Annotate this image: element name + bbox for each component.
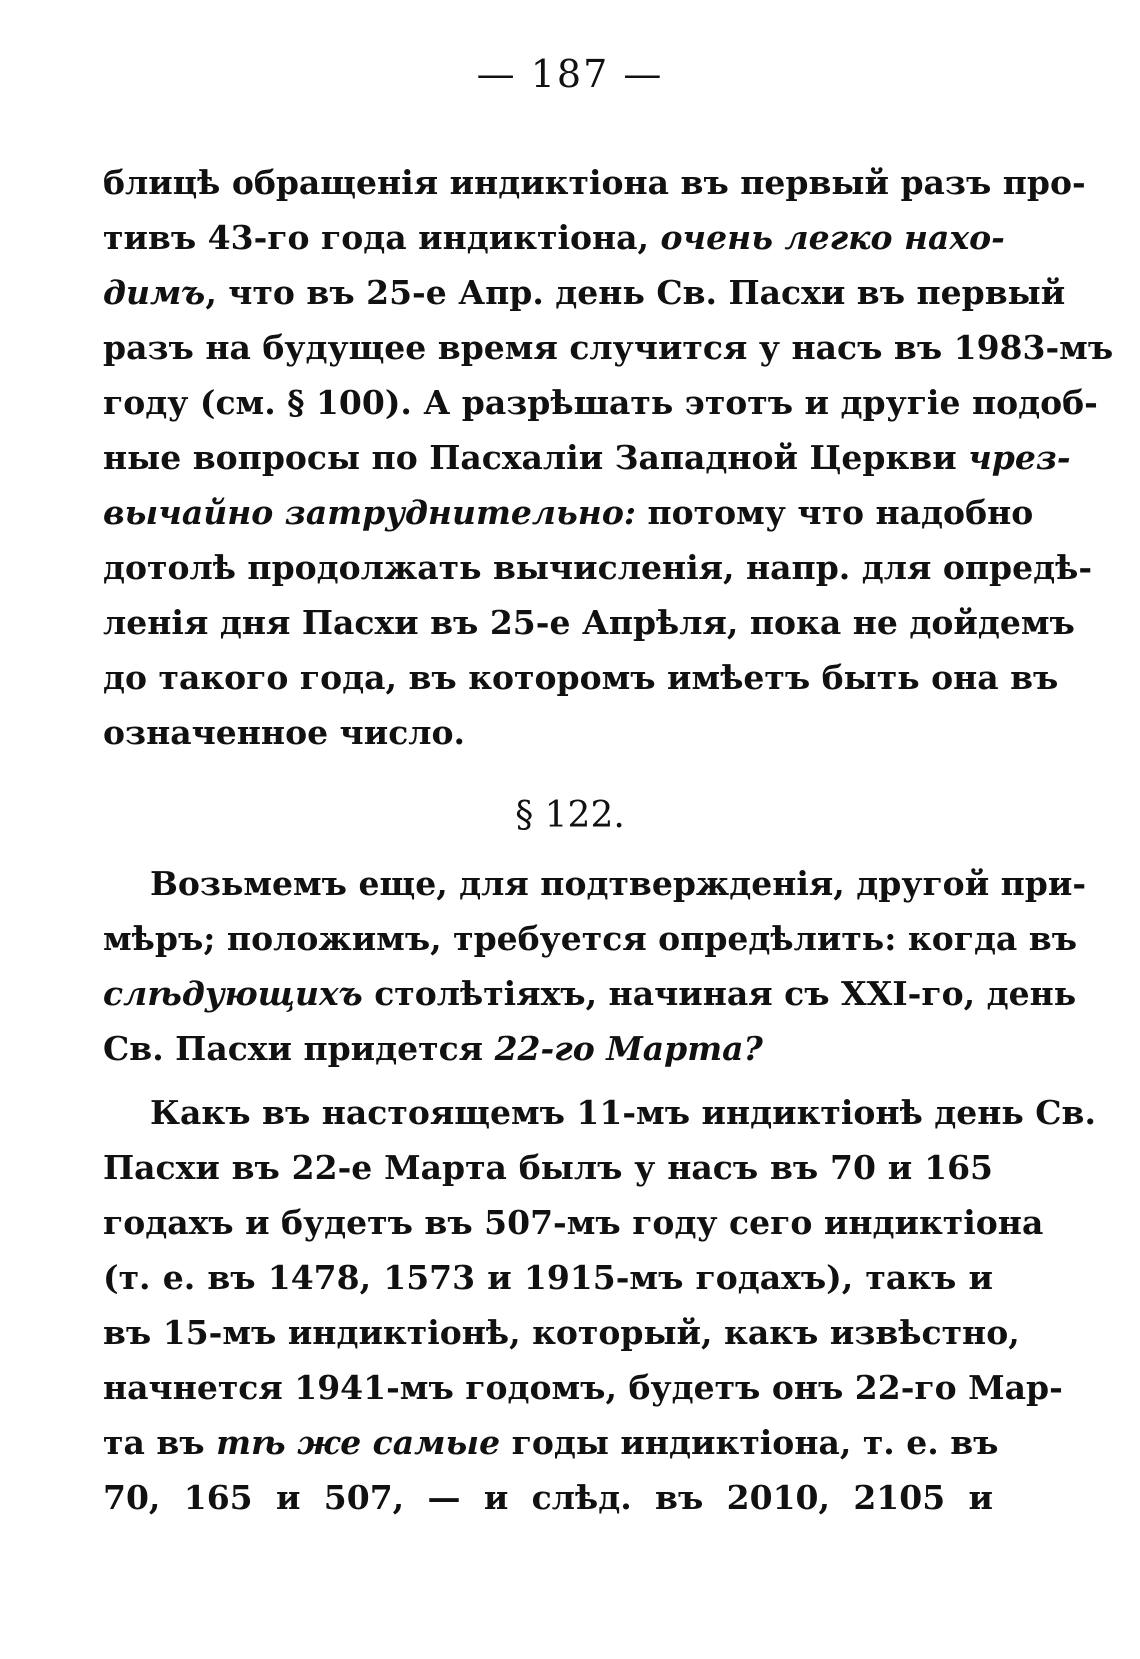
emphasis-text: димъ (103, 273, 206, 312)
text-line: Какъ въ настоящемъ 11-мъ индиктіонѣ день Св. (150, 1093, 1096, 1132)
emphasis-text: 22-го Марта? (494, 1029, 763, 1068)
text-line: году (см. § 100). А разрѣшать этотъ и другіе подоб- (103, 383, 1098, 422)
text-line: (т. е. въ 1478, 1573 и 1915-мъ годахъ), такъ и (103, 1258, 993, 1297)
text-line: дотолѣ продолжать вычисленія, напр. для опредѣ- (103, 548, 1093, 587)
text-line: Пасхи въ 22-е Марта былъ у насъ въ 70 и 165 (103, 1148, 993, 1187)
text-line: начнется 1941-мъ годомъ, будетъ онъ 22-го Мар- (103, 1368, 1063, 1407)
text-line: до такого года, въ которомъ имѣетъ быть она въ (103, 658, 1059, 697)
text-line: Св. Пасхи придется 22-го Марта? (103, 1029, 763, 1068)
emphasis-text: вычайно затруднительно: (103, 493, 637, 532)
page-number: — 187 — (476, 52, 664, 96)
text-line: та въ тѣ же самые годы индиктіона, т. е. въ (103, 1423, 999, 1462)
text-line: вычайно затруднительно: потому что надобно (103, 493, 1034, 532)
emphasis-text: очень легко нахо- (660, 218, 1005, 257)
text-line: мѣръ; положимъ, требуется опредѣлить: когда въ (103, 919, 1078, 958)
text-line: блицѣ обращенія индиктіона въ первый разъ про- (103, 163, 1086, 202)
emphasis-text: слѣдующихъ (103, 974, 363, 1013)
text-line: 70, 165 и 507, — и слѣд. въ 2010, 2105 и (103, 1478, 993, 1517)
text-line: означенное число. (103, 713, 466, 752)
text-line: въ 15-мъ индиктіонѣ, который, какъ извѣстно, (103, 1313, 1020, 1352)
section-heading: § 122. (515, 795, 625, 836)
text-line: годахъ и будетъ въ 507-мъ году сего индиктіона (103, 1203, 1044, 1242)
text-line: разъ на будущее время случится у насъ въ 1983-мъ (103, 328, 1114, 367)
emphasis-text: тѣ же самые (216, 1423, 501, 1462)
text-line: димъ, что въ 25-е Апр. день Св. Пасхи въ первый (103, 273, 1066, 312)
text-line: тивъ 43-го года индиктіона, очень легко нахо- (103, 218, 1005, 257)
text-line: ленія дня Пасхи въ 25-е Апрѣля, пока не дойдемъ (103, 603, 1075, 642)
emphasis-text: чрез- (968, 438, 1071, 477)
text-line: ные вопросы по Пасхаліи Западной Церкви чрез- (103, 438, 1071, 477)
text-line: слѣдующихъ столѣтіяхъ, начиная съ XXI-го, день (103, 974, 1077, 1013)
text-line: Возьмемъ еще, для подтвержденія, другой при- (150, 864, 1087, 903)
